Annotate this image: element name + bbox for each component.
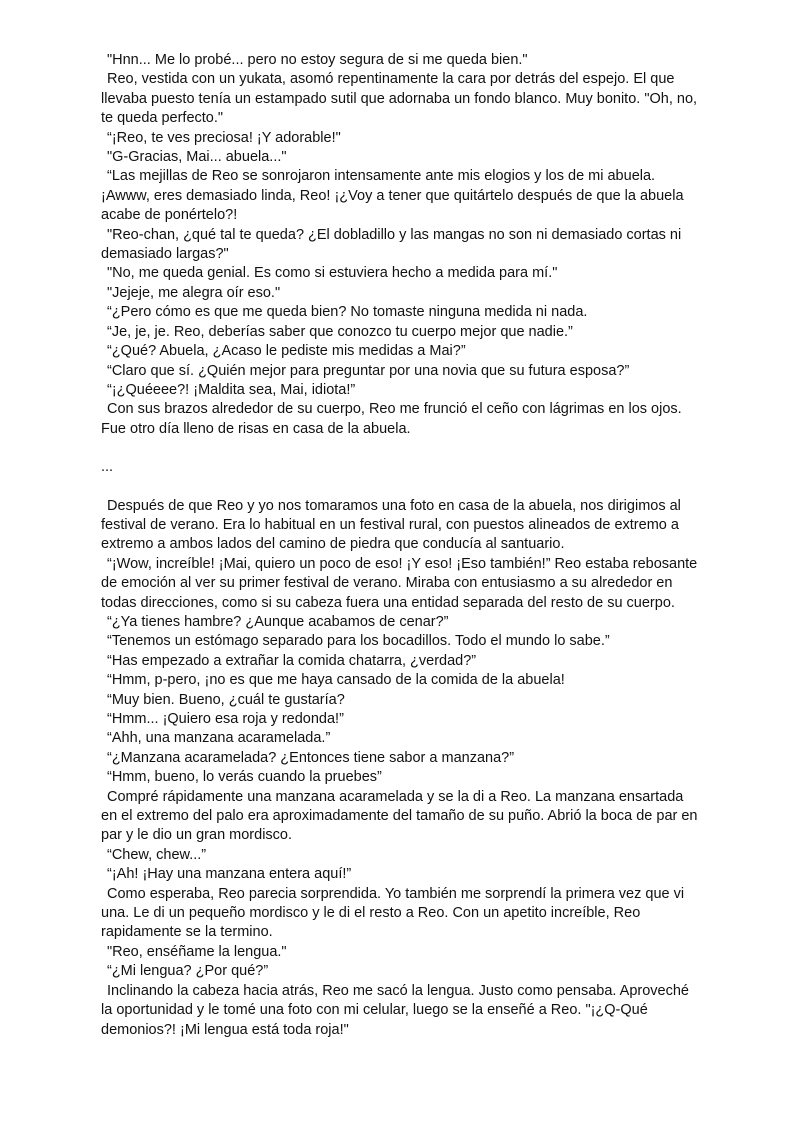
paragraph: “Las mejillas de Reo se sonrojaron intensamente ante mis elogios y los de mi abuela. ¡Awww, eres demasiado linda, Reo! ¡¿Voy a tener que quitártelo después de que la abuela acabe de ponértelo?! [101, 168, 684, 224]
paragraph: Después de que Reo y yo nos tomaramos una foto en casa de la abuela, nos dirigimos al festival de verano. Era lo habitual en un festival rural, con puestos alineados de extremo a extremo a ambos lados del camino de piedra que conducía al santuario. [101, 497, 681, 553]
paragraph: "G-Gracias, Mai... abuela..." [107, 149, 287, 166]
paragraph: "No, me queda genial. Es como si estuviera hecho a medida para mí." [107, 265, 558, 282]
paragraph: “Je, je, je. Reo, deberías saber que conozco tu cuerpo mejor que nadie.” [107, 323, 573, 340]
paragraph: “Tenemos un estómago separado para los bocadillos. Todo el mundo lo sabe.” [107, 633, 610, 650]
paragraph: “Hmm... ¡Quiero esa roja y redonda!” [107, 711, 344, 727]
paragraph: “Has empezado a extrañar la comida chatarra, ¿verdad?” [107, 652, 477, 669]
paragraph: “¿Ya tienes hambre? ¿Aunque acabamos de cenar?” [107, 613, 449, 630]
paragraph: Compré rápidamente una manzana acaramelada y se la di a Reo. La manzana ensartada en el extremo del palo era aproximadamente del tamaño de su puño. Abrió la boca de par en par y le dio un gran mordisco. [101, 788, 698, 844]
paragraph: “¡Wow, increíble! ¡Mai, quiero un poco de eso! ¡Y eso! ¡Eso también!” Reo estaba rebosante de emoción al ver su primer festival de verano. Miraba con entusiasmo a su alrededor en todas direcciones, como si su cabeza fuera una entidad separada del resto de su cuerpo. [101, 555, 698, 611]
paragraph: “Hmm, p-pero, ¡no es que me haya cansado de la comida de la abuela! [107, 672, 565, 689]
paragraph: Reo, vestida con un yukata, asomó repentinamente la cara por detrás del espejo. El que llevaba puesto tenía un estampado sutil que adornaba un fondo blanco. Muy bonito. "Oh, no, te queda perfecto." [101, 71, 698, 127]
paragraph: "Jejeje, me alegra oír eso." [107, 284, 281, 301]
paragraph: “Chew, chew...” [107, 846, 207, 863]
paragraph: Inclinando la cabeza hacia atrás, Reo me sacó la lengua. Justo como pensaba. Aproveché la oportunidad y le tomé una foto con mi celular, luego se la enseñé a Reo. "¡¿Q-Qué demonios?! ¡Mi lengua está toda roja!" [101, 982, 689, 1038]
paragraph: “¿Manzana acaramelada? ¿Entonces tiene sabor a manzana?” [107, 749, 515, 766]
section-separator: ... [101, 459, 114, 476]
paragraph: “Claro que sí. ¿Quién mejor para preguntar por una novia que su futura esposa?” [107, 362, 630, 379]
paragraph: “¡Ah! ¡Hay una manzana entera aquí!” [107, 866, 352, 883]
paragraph: “¡¿Quéeee?! ¡Maldita sea, Mai, idiota!” [107, 381, 356, 398]
paragraph: Con sus brazos alrededor de su cuerpo, Reo me frunció el ceño con lágrimas en los ojos. Fue otro día lleno de risas en casa de la abuela. [101, 401, 682, 437]
paragraph: “¿Mi lengua? ¿Por qué?” [107, 963, 269, 980]
paragraph: “¿Pero cómo es que me queda bien? No tomaste ninguna medida ni nada. [107, 304, 588, 321]
paragraph: “Ahh, una manzana acaramelada.” [107, 730, 331, 747]
paragraph: “¿Qué? Abuela, ¿Acaso le pediste mis medidas a Mai?” [107, 343, 466, 360]
document-page [101, 51, 702, 1040]
paragraph: "Reo, enséñame la lengua." [107, 943, 287, 960]
paragraph: “Muy bien. Bueno, ¿cuál te gustaría? [107, 691, 345, 708]
paragraph: "Hnn... Me lo probé... pero no estoy segura de si me queda bien." [107, 52, 528, 68]
paragraph: “Hmm, bueno, lo verás cuando la pruebes” [107, 769, 382, 786]
paragraph: "Reo-chan, ¿qué tal te queda? ¿El dobladillo y las mangas no son ni demasiado cortas ni demasiado largas?" [101, 226, 682, 263]
paragraph: “¡Reo, te ves preciosa! ¡Y adorable!" [107, 129, 341, 146]
paragraph: Como esperaba, Reo parecia sorprendida. Yo también me sorprendí la primera vez que vi una. Le di un pequeño mordisco y le di el resto a Reo. Con un apetito increíble, Reo rapidamente se la termino. [101, 885, 685, 941]
